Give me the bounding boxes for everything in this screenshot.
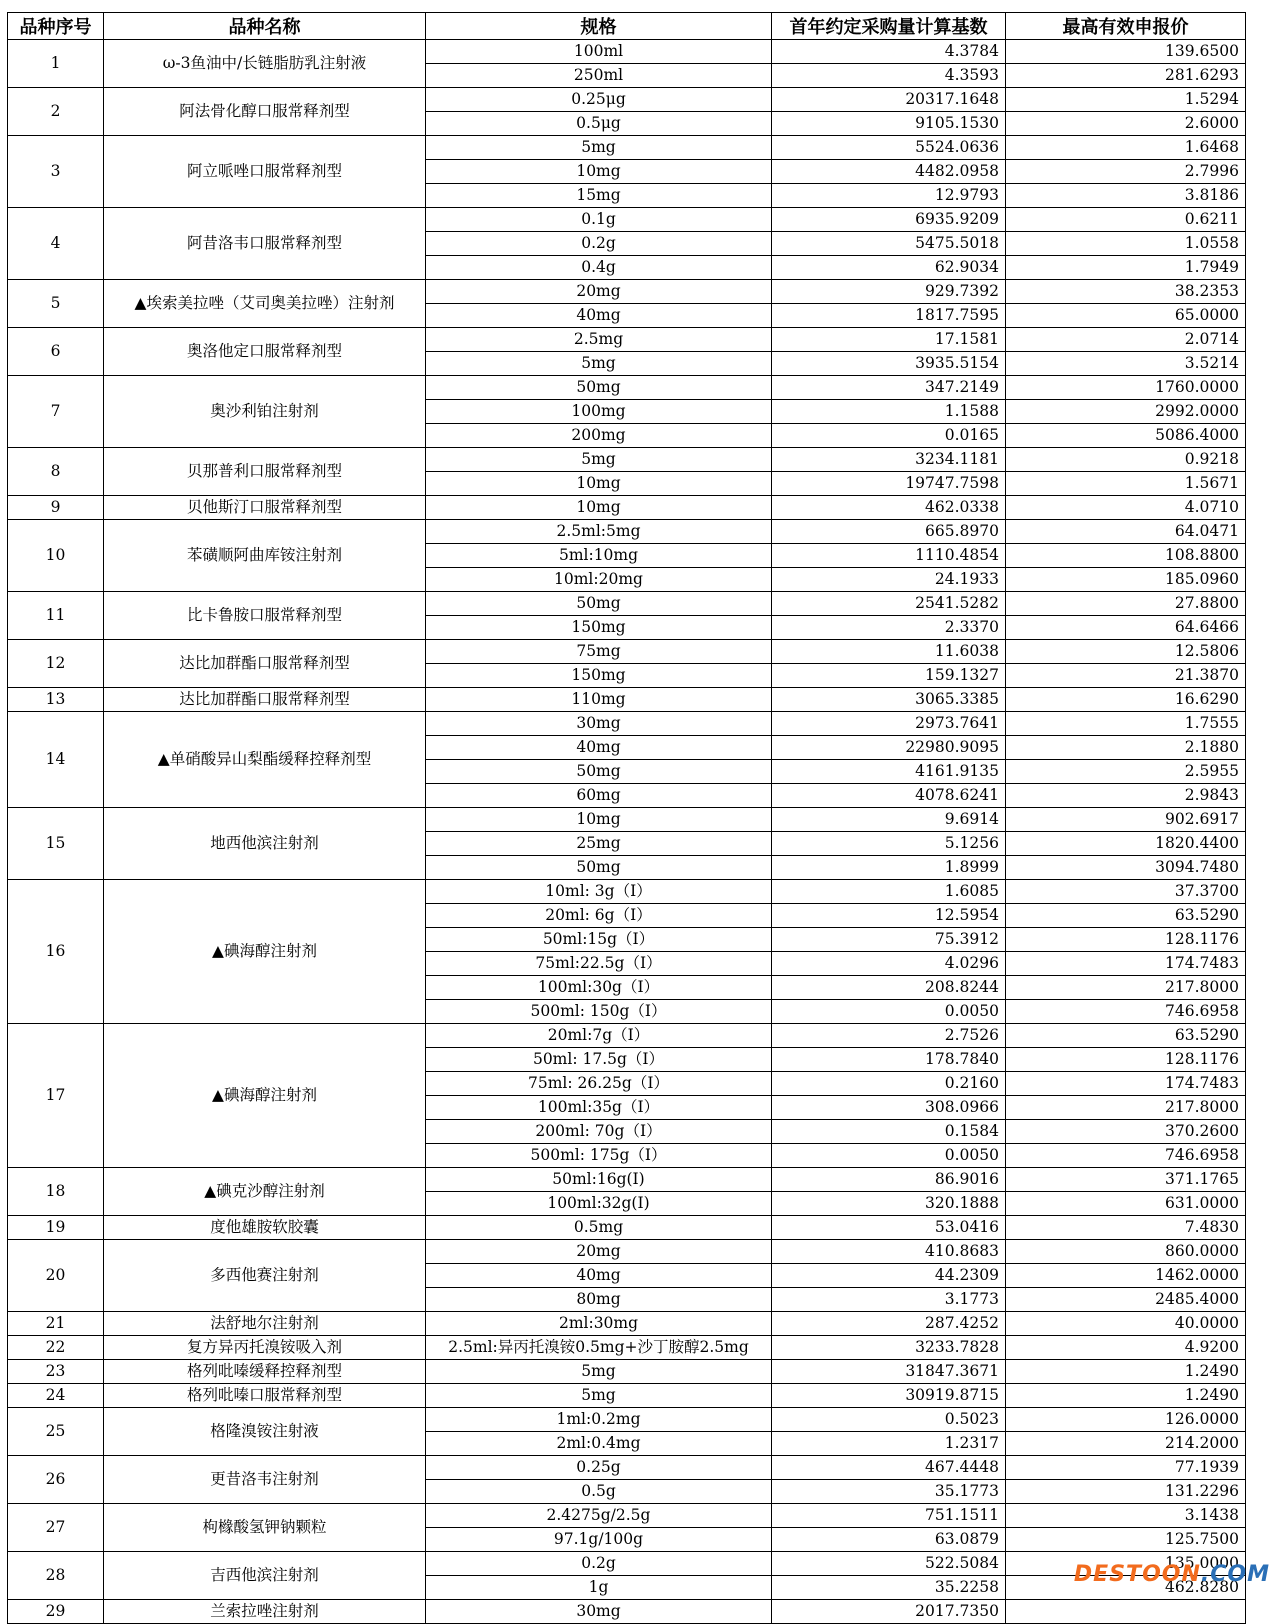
specification: 97.1g/100g xyxy=(426,1528,772,1552)
max-price: 4.0710 xyxy=(1006,496,1246,520)
table-row xyxy=(8,208,1246,232)
variety-name: 苯磺顺阿曲库铵注射剂 xyxy=(104,520,426,592)
specification: 10mg xyxy=(426,160,772,184)
max-price: 1.5671 xyxy=(1006,472,1246,496)
max-price: 746.6958 xyxy=(1006,1144,1246,1168)
procurement-base: 2.3370 xyxy=(772,616,1006,640)
variety-name: 阿法骨化醇口服常释剂型 xyxy=(104,88,426,136)
specification: 15mg xyxy=(426,184,772,208)
variety-name: 吉西他滨注射剂 xyxy=(104,1552,426,1600)
specification: 25mg xyxy=(426,832,772,856)
specification: 50mg xyxy=(426,856,772,880)
specification: 0.2g xyxy=(426,232,772,256)
max-price: 1.2490 xyxy=(1006,1384,1246,1408)
procurement-base: 1.8999 xyxy=(772,856,1006,880)
specification: 10mg xyxy=(426,472,772,496)
variety-no: 1 xyxy=(8,40,104,88)
specification: 20ml: 6g（I） xyxy=(426,904,772,928)
procurement-base: 0.0050 xyxy=(772,1144,1006,1168)
variety-name: 格隆溴铵注射液 xyxy=(104,1408,426,1456)
max-price: 2485.4000 xyxy=(1006,1288,1246,1312)
specification: 40mg xyxy=(426,304,772,328)
procurement-base: 0.0050 xyxy=(772,1000,1006,1024)
max-price: 128.1176 xyxy=(1006,1048,1246,1072)
variety-name: ▲埃索美拉唑（艾司奥美拉唑）注射剂 xyxy=(104,280,426,328)
procurement-base: 751.1511 xyxy=(772,1504,1006,1528)
variety-no: 20 xyxy=(8,1240,104,1312)
specification: 250ml xyxy=(426,64,772,88)
max-price: 0.9218 xyxy=(1006,448,1246,472)
max-price: 3094.7480 xyxy=(1006,856,1246,880)
table-row xyxy=(8,592,1246,616)
specification: 2ml:30mg xyxy=(426,1312,772,1336)
specification: 2.5mg xyxy=(426,328,772,352)
max-price: 1.7949 xyxy=(1006,256,1246,280)
header-max-price: 最高有效申报价 xyxy=(1006,13,1246,40)
variety-no: 18 xyxy=(8,1168,104,1216)
table-row xyxy=(8,880,1246,904)
max-price: 64.0471 xyxy=(1006,520,1246,544)
procurement-base: 0.0165 xyxy=(772,424,1006,448)
procurement-base: 462.0338 xyxy=(772,496,1006,520)
table-body xyxy=(8,40,1246,1624)
specification: 10mg xyxy=(426,496,772,520)
procurement-base: 3234.1181 xyxy=(772,448,1006,472)
variety-name: 更昔洛韦注射剂 xyxy=(104,1456,426,1504)
variety-name: 贝他斯汀口服常释剂型 xyxy=(104,496,426,520)
specification: 5mg xyxy=(426,1384,772,1408)
max-price: 135.0000 xyxy=(1006,1552,1246,1576)
variety-name: 多西他赛注射剂 xyxy=(104,1240,426,1312)
table-row xyxy=(8,88,1246,112)
table-row xyxy=(8,280,1246,304)
specification: 0.2g xyxy=(426,1552,772,1576)
specification: 75ml: 26.25g（I） xyxy=(426,1072,772,1096)
max-price: 3.5214 xyxy=(1006,352,1246,376)
max-price: 4.9200 xyxy=(1006,1336,1246,1360)
max-price: 126.0000 xyxy=(1006,1408,1246,1432)
table-row xyxy=(8,1552,1246,1576)
procurement-base: 35.1773 xyxy=(772,1480,1006,1504)
max-price: 64.6466 xyxy=(1006,616,1246,640)
procurement-base: 208.8244 xyxy=(772,976,1006,1000)
procurement-base: 4.3784 xyxy=(772,40,1006,64)
variety-no: 26 xyxy=(8,1456,104,1504)
specification: 5mg xyxy=(426,352,772,376)
procurement-base: 1.1588 xyxy=(772,400,1006,424)
max-price: 902.6917 xyxy=(1006,808,1246,832)
specification: 10ml:20mg xyxy=(426,568,772,592)
variety-name: 阿昔洛韦口服常释剂型 xyxy=(104,208,426,280)
max-price: 281.6293 xyxy=(1006,64,1246,88)
table-row xyxy=(8,712,1246,736)
procurement-base: 24.1933 xyxy=(772,568,1006,592)
procurement-base: 159.1327 xyxy=(772,664,1006,688)
specification: 40mg xyxy=(426,736,772,760)
max-price: 0.6211 xyxy=(1006,208,1246,232)
specification: 40mg xyxy=(426,1264,772,1288)
procurement-table xyxy=(7,12,1246,1624)
variety-no: 11 xyxy=(8,592,104,640)
specification: 75mg xyxy=(426,640,772,664)
max-price: 38.2353 xyxy=(1006,280,1246,304)
procurement-base: 308.0966 xyxy=(772,1096,1006,1120)
variety-no: 8 xyxy=(8,448,104,496)
procurement-base: 929.7392 xyxy=(772,280,1006,304)
specification: 100ml:30g（I） xyxy=(426,976,772,1000)
procurement-base: 1.2317 xyxy=(772,1432,1006,1456)
specification: 0.25g xyxy=(426,1456,772,1480)
variety-no: 5 xyxy=(8,280,104,328)
max-price: 7.4830 xyxy=(1006,1216,1246,1240)
procurement-base: 2541.5282 xyxy=(772,592,1006,616)
procurement-base: 20317.1648 xyxy=(772,88,1006,112)
table-row xyxy=(8,1600,1246,1624)
variety-name: 法舒地尔注射剂 xyxy=(104,1312,426,1336)
max-price: 77.1939 xyxy=(1006,1456,1246,1480)
procurement-base: 410.8683 xyxy=(772,1240,1006,1264)
specification: 5mg xyxy=(426,1360,772,1384)
variety-no: 15 xyxy=(8,808,104,880)
procurement-base: 22980.9095 xyxy=(772,736,1006,760)
procurement-base: 86.9016 xyxy=(772,1168,1006,1192)
specification: 110mg xyxy=(426,688,772,712)
table-row xyxy=(8,40,1246,64)
variety-no: 25 xyxy=(8,1408,104,1456)
procurement-base: 1817.7595 xyxy=(772,304,1006,328)
max-price: 631.0000 xyxy=(1006,1192,1246,1216)
procurement-base: 347.2149 xyxy=(772,376,1006,400)
procurement-base: 4078.6241 xyxy=(772,784,1006,808)
variety-name: 达比加群酯口服常释剂型 xyxy=(104,688,426,712)
specification: 500ml: 175g（I） xyxy=(426,1144,772,1168)
specification: 0.25μg xyxy=(426,88,772,112)
table-row xyxy=(8,1360,1246,1384)
variety-name: ▲碘克沙醇注射剂 xyxy=(104,1168,426,1216)
specification: 1g xyxy=(426,1576,772,1600)
max-price: 174.7483 xyxy=(1006,1072,1246,1096)
max-price: 108.8800 xyxy=(1006,544,1246,568)
variety-name: 度他雄胺软胶囊 xyxy=(104,1216,426,1240)
table-row xyxy=(8,1168,1246,1192)
max-price: 371.1765 xyxy=(1006,1168,1246,1192)
variety-no: 12 xyxy=(8,640,104,688)
procurement-base: 5475.5018 xyxy=(772,232,1006,256)
variety-no: 28 xyxy=(8,1552,104,1600)
watermark-brand: DESTOON xyxy=(1073,1562,1201,1587)
variety-name: 奥沙利铂注射剂 xyxy=(104,376,426,448)
specification: 200mg xyxy=(426,424,772,448)
procurement-base: 9.6914 xyxy=(772,808,1006,832)
variety-name: ▲单硝酸异山梨酯缓释控释剂型 xyxy=(104,712,426,808)
table-row xyxy=(8,1216,1246,1240)
table-row xyxy=(8,1240,1246,1264)
procurement-base: 12.5954 xyxy=(772,904,1006,928)
variety-name: ω-3鱼油中/长链脂肪乳注射液 xyxy=(104,40,426,88)
specification: 75ml:22.5g（I） xyxy=(426,952,772,976)
procurement-base: 0.5023 xyxy=(772,1408,1006,1432)
max-price: 174.7483 xyxy=(1006,952,1246,976)
procurement-base: 0.2160 xyxy=(772,1072,1006,1096)
variety-no: 27 xyxy=(8,1504,104,1552)
procurement-base: 6935.9209 xyxy=(772,208,1006,232)
procurement-base: 5.1256 xyxy=(772,832,1006,856)
table-row xyxy=(8,1408,1246,1432)
procurement-base: 4.0296 xyxy=(772,952,1006,976)
variety-no: 6 xyxy=(8,328,104,376)
procurement-base: 12.9793 xyxy=(772,184,1006,208)
max-price: 462.8280 xyxy=(1006,1576,1246,1600)
procurement-base: 178.7840 xyxy=(772,1048,1006,1072)
max-price: 1760.0000 xyxy=(1006,376,1246,400)
variety-no: 9 xyxy=(8,496,104,520)
table-row xyxy=(8,1336,1246,1360)
max-price: 12.5806 xyxy=(1006,640,1246,664)
max-price: 217.8000 xyxy=(1006,976,1246,1000)
max-price: 131.2296 xyxy=(1006,1480,1246,1504)
table-row xyxy=(8,688,1246,712)
max-price: 2.7996 xyxy=(1006,160,1246,184)
max-price: 1462.0000 xyxy=(1006,1264,1246,1288)
procurement-base: 467.4448 xyxy=(772,1456,1006,1480)
specification: 50mg xyxy=(426,376,772,400)
specification: 5ml:10mg xyxy=(426,544,772,568)
procurement-base: 287.4252 xyxy=(772,1312,1006,1336)
table-row xyxy=(8,376,1246,400)
specification: 2.5ml:5mg xyxy=(426,520,772,544)
table-row xyxy=(8,1024,1246,1048)
specification: 10ml: 3g（I） xyxy=(426,880,772,904)
variety-name: 阿立哌唑口服常释剂型 xyxy=(104,136,426,208)
max-price: 125.7500 xyxy=(1006,1528,1246,1552)
procurement-base: 4161.9135 xyxy=(772,760,1006,784)
procurement-base: 75.3912 xyxy=(772,928,1006,952)
procurement-base: 2973.7641 xyxy=(772,712,1006,736)
specification: 200ml: 70g（I） xyxy=(426,1120,772,1144)
max-price: 2.5955 xyxy=(1006,760,1246,784)
table-row xyxy=(8,496,1246,520)
specification: 50mg xyxy=(426,592,772,616)
table-row xyxy=(8,640,1246,664)
procurement-base: 53.0416 xyxy=(772,1216,1006,1240)
specification: 5mg xyxy=(426,448,772,472)
max-price: 16.6290 xyxy=(1006,688,1246,712)
specification: 100ml xyxy=(426,40,772,64)
max-price: 21.3870 xyxy=(1006,664,1246,688)
variety-no: 17 xyxy=(8,1024,104,1168)
specification: 0.5μg xyxy=(426,112,772,136)
max-price: 370.2600 xyxy=(1006,1120,1246,1144)
header-specification: 规格 xyxy=(426,13,772,40)
table-row xyxy=(8,1456,1246,1480)
max-price: 5086.4000 xyxy=(1006,424,1246,448)
procurement-base: 30919.8715 xyxy=(772,1384,1006,1408)
specification: 100ml:35g（I） xyxy=(426,1096,772,1120)
max-price: 1820.4400 xyxy=(1006,832,1246,856)
specification: 5mg xyxy=(426,136,772,160)
specification: 1ml:0.2mg xyxy=(426,1408,772,1432)
specification: 2.5ml:异丙托溴铵0.5mg+沙丁胺醇2.5mg xyxy=(426,1336,772,1360)
max-price: 63.5290 xyxy=(1006,904,1246,928)
max-price: 37.3700 xyxy=(1006,880,1246,904)
procurement-base: 2017.7350 xyxy=(772,1600,1006,1624)
max-price: 40.0000 xyxy=(1006,1312,1246,1336)
variety-no: 2 xyxy=(8,88,104,136)
watermark-suffix: .COM xyxy=(1200,1562,1270,1587)
variety-name: 兰索拉唑注射剂 xyxy=(104,1600,426,1624)
procurement-base: 1110.4854 xyxy=(772,544,1006,568)
watermark-logo xyxy=(1074,1562,1270,1587)
procurement-base: 665.8970 xyxy=(772,520,1006,544)
max-price: 63.5290 xyxy=(1006,1024,1246,1048)
specification: 500ml: 150g（I） xyxy=(426,1000,772,1024)
specification: 50ml:15g（I） xyxy=(426,928,772,952)
procurement-base: 3065.3385 xyxy=(772,688,1006,712)
procurement-base: 4.3593 xyxy=(772,64,1006,88)
max-price: 185.0960 xyxy=(1006,568,1246,592)
specification: 20mg xyxy=(426,1240,772,1264)
procurement-base: 11.6038 xyxy=(772,640,1006,664)
specification: 0.1g xyxy=(426,208,772,232)
max-price xyxy=(1006,1600,1246,1624)
table-row xyxy=(8,1312,1246,1336)
variety-name: 达比加群酯口服常释剂型 xyxy=(104,640,426,688)
max-price: 2.1880 xyxy=(1006,736,1246,760)
variety-name: 贝那普利口服常释剂型 xyxy=(104,448,426,496)
procurement-base: 63.0879 xyxy=(772,1528,1006,1552)
procurement-base: 3.1773 xyxy=(772,1288,1006,1312)
procurement-base: 44.2309 xyxy=(772,1264,1006,1288)
specification: 2ml:0.4mg xyxy=(426,1432,772,1456)
specification: 50mg xyxy=(426,760,772,784)
variety-name: 奥洛他定口服常释剂型 xyxy=(104,328,426,376)
max-price: 139.6500 xyxy=(1006,40,1246,64)
variety-name: 地西他滨注射剂 xyxy=(104,808,426,880)
procurement-base: 5524.0636 xyxy=(772,136,1006,160)
max-price: 746.6958 xyxy=(1006,1000,1246,1024)
specification: 0.5mg xyxy=(426,1216,772,1240)
max-price: 3.8186 xyxy=(1006,184,1246,208)
specification: 20ml:7g（I） xyxy=(426,1024,772,1048)
table-row xyxy=(8,520,1246,544)
procurement-base: 35.2258 xyxy=(772,1576,1006,1600)
procurement-base: 19747.7598 xyxy=(772,472,1006,496)
header-row xyxy=(8,13,1246,40)
table-row xyxy=(8,1384,1246,1408)
specification: 150mg xyxy=(426,616,772,640)
max-price: 2992.0000 xyxy=(1006,400,1246,424)
max-price: 2.6000 xyxy=(1006,112,1246,136)
specification: 100ml:32g(I) xyxy=(426,1192,772,1216)
max-price: 3.1438 xyxy=(1006,1504,1246,1528)
procurement-base: 9105.1530 xyxy=(772,112,1006,136)
table-row xyxy=(8,1504,1246,1528)
procurement-base: 320.1888 xyxy=(772,1192,1006,1216)
specification: 150mg xyxy=(426,664,772,688)
specification: 20mg xyxy=(426,280,772,304)
variety-name: ▲碘海醇注射剂 xyxy=(104,1024,426,1168)
specification: 0.4g xyxy=(426,256,772,280)
header-variety-name: 品种名称 xyxy=(104,13,426,40)
table-row xyxy=(8,328,1246,352)
variety-no: 24 xyxy=(8,1384,104,1408)
procurement-base: 1.6085 xyxy=(772,880,1006,904)
variety-no: 10 xyxy=(8,520,104,592)
table-row xyxy=(8,448,1246,472)
variety-no: 3 xyxy=(8,136,104,208)
max-price: 1.7555 xyxy=(1006,712,1246,736)
variety-name: 复方异丙托溴铵吸入剂 xyxy=(104,1336,426,1360)
max-price: 128.1176 xyxy=(1006,928,1246,952)
table-row xyxy=(8,808,1246,832)
max-price: 1.5294 xyxy=(1006,88,1246,112)
procurement-base: 17.1581 xyxy=(772,328,1006,352)
procurement-base: 0.1584 xyxy=(772,1120,1006,1144)
specification: 30mg xyxy=(426,712,772,736)
variety-no: 4 xyxy=(8,208,104,280)
max-price: 1.0558 xyxy=(1006,232,1246,256)
specification: 50ml:16g(I) xyxy=(426,1168,772,1192)
max-price: 2.0714 xyxy=(1006,328,1246,352)
max-price: 214.2000 xyxy=(1006,1432,1246,1456)
variety-name: 格列吡嗪缓释控释剂型 xyxy=(104,1360,426,1384)
procurement-base: 522.5084 xyxy=(772,1552,1006,1576)
variety-no: 7 xyxy=(8,376,104,448)
procurement-base: 31847.3671 xyxy=(772,1360,1006,1384)
max-price: 2.9843 xyxy=(1006,784,1246,808)
specification: 80mg xyxy=(426,1288,772,1312)
variety-no: 14 xyxy=(8,712,104,808)
variety-name: 枸橼酸氢钾钠颗粒 xyxy=(104,1504,426,1552)
max-price: 860.0000 xyxy=(1006,1240,1246,1264)
variety-no: 19 xyxy=(8,1216,104,1240)
procurement-base: 2.7526 xyxy=(772,1024,1006,1048)
variety-name: ▲碘海醇注射剂 xyxy=(104,880,426,1024)
header-variety-no: 品种序号 xyxy=(8,13,104,40)
procurement-base: 3233.7828 xyxy=(772,1336,1006,1360)
specification: 100mg xyxy=(426,400,772,424)
max-price: 27.8800 xyxy=(1006,592,1246,616)
variety-no: 29 xyxy=(8,1600,104,1624)
variety-name: 格列吡嗪口服常释剂型 xyxy=(104,1384,426,1408)
procurement-base: 3935.5154 xyxy=(772,352,1006,376)
procurement-base: 62.9034 xyxy=(772,256,1006,280)
specification: 60mg xyxy=(426,784,772,808)
max-price: 65.0000 xyxy=(1006,304,1246,328)
table-row xyxy=(8,136,1246,160)
variety-no: 16 xyxy=(8,880,104,1024)
specification: 0.5g xyxy=(426,1480,772,1504)
variety-no: 13 xyxy=(8,688,104,712)
procurement-base: 4482.0958 xyxy=(772,160,1006,184)
variety-no: 21 xyxy=(8,1312,104,1336)
variety-no: 23 xyxy=(8,1360,104,1384)
variety-no: 22 xyxy=(8,1336,104,1360)
specification: 10mg xyxy=(426,808,772,832)
max-price: 217.8000 xyxy=(1006,1096,1246,1120)
specification: 2.4275g/2.5g xyxy=(426,1504,772,1528)
specification: 50ml: 17.5g（I） xyxy=(426,1048,772,1072)
variety-name: 比卡鲁胺口服常释剂型 xyxy=(104,592,426,640)
max-price: 1.6468 xyxy=(1006,136,1246,160)
header-procurement-base: 首年约定采购量计算基数 xyxy=(772,13,1006,40)
max-price: 1.2490 xyxy=(1006,1360,1246,1384)
specification: 30mg xyxy=(426,1600,772,1624)
